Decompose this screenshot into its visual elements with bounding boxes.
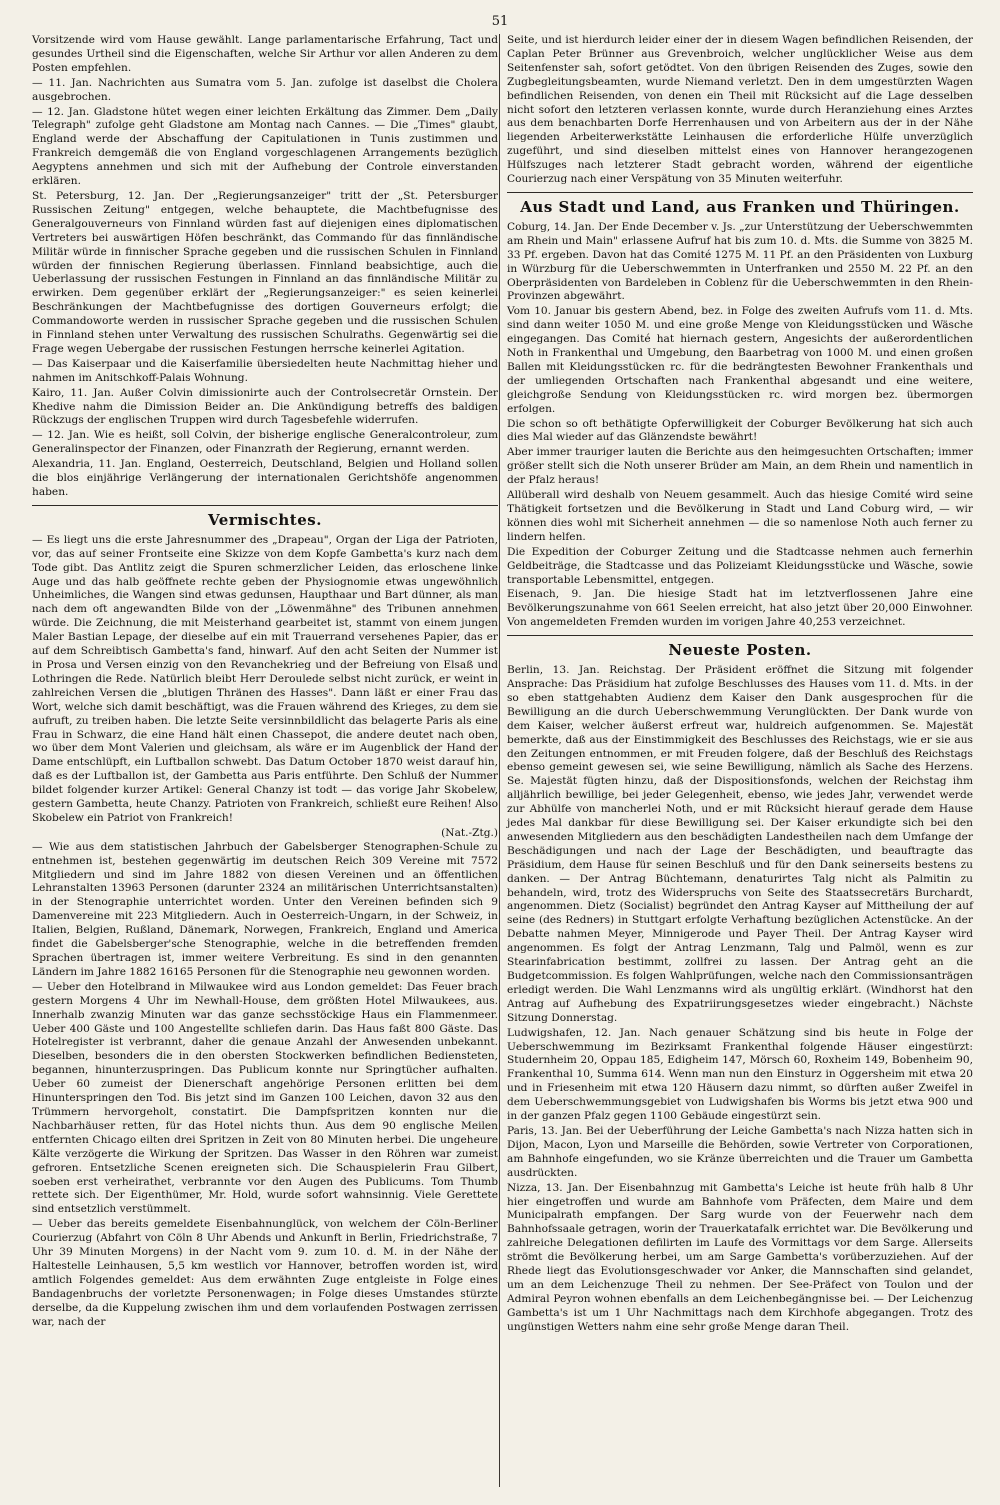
latest-news-paragraph: Paris, 13. Jan. Bei der Ueberführung der Leiche Gambetta's nach Nizza hatten sich in Dijon, Macon, Lyon und Marseille die Behörden, sowie Vertreter von Corporationen, am Bahnhofe eingefunden, wo sie Kränze überreichten und die Trauer um Gambetta ausdrückten. (507, 1124, 973, 1179)
news-paragraph: Kairo, 11. Jan. Außer Colvin dimissionirte auch der Controlsecretär Ornstein. Der Khedive nahm die Dimission Beider an. Die Ankündigung betreffs des baldigen Rückzugs der englischen Truppen wird durch Tagesbefehle widerrufen. (32, 386, 498, 427)
news-paragraph: Seite, und ist hierdurch leider einer der in diesem Wagen befindlichen Reisenden, der Caplan Peter Brünner aus Grevenbroich, welcher unglücklicher Weise aus dem Seitenfenster sah, sofort getödtet. Von den übrigen Reisenden des Zuges, sowie den Zugbegleitungsbeamten, wurde Niemand verletzt. Den in dem umgestürzten Wagen befindlichen Reisenden, von denen ein Theil mit Rücksicht auf die Lage desselben nicht sofort den letzteren verlassen konnte, wurde durch Heranziehung eines Arztes aus dem benachbarten Dorfe Herrenhausen und von Arbeitern aus der in der Nähe liegenden Arbeiterwerkstätte Leinhausen die erforderliche Hülfe unverzüglich zugeführt, und sind dieselben mittelst eines von Hannover herangezogenen Hülfszuges nach letzterer Stadt gebracht worden, während der eigentliche Courierzug nach einer Verspätung von 35 Minuten weiterfuhr. (507, 34, 973, 186)
news-paragraph: — Das Kaiserpaar und die Kaiserfamilie übersiedelten heute Nachmittag hieher und nahmen im Anitschkoff-Palais Wohnung. (32, 357, 498, 384)
local-paragraph: Aber immer trauriger lauten die Berichte aus den heimgesuchten Ortschaften; immer größer stellt sich die Noth unserer Brüder am Main, an dem Rhein und namentlich in der Pfalz heraus! (507, 446, 973, 487)
local-paragraph: Eisenach, 9. Jan. Die hiesige Stadt hat im letztverflossenen Jahre eine Bevölkerungszunahme von 661 Seelen erreicht, hat also jetzt über 20,000 Einwohner. Von angemeldeten Fremden wurden im vorigen Jahre 40,253 verzeichnet. (507, 588, 973, 629)
local-paragraph: Vom 10. Januar bis gestern Abend, bez. in Folge des zweiten Aufrufs vom 11. d. Mts. sind dann weiter 1050 M. und eine große Menge von Kleidungsstücken und Wäsche eingegangen. Das Comité hat hiernach gestern, Angesichts der außerordentlichen Noth in Frankenthal und Umgebung, den Baarbetrag von 1000 M. und einen großen Ballen mit Kleidungsstücken rc. für die bedrängtesten Bewohner Frankenthals und der umliegenden Ortschaften nach Frankenthal abgesandt und eine weitere, gleichgroße Sendung von Kleidungsstücken rc. wird morgen bez. übermorgen erfolgen. (507, 305, 973, 415)
news-paragraph: St. Petersburg, 12. Jan. Der „Regierungsanzeiger" tritt der „St. Petersburger Russischen Zeitung" entgegen, welche behauptete, die Machtbefugnisse des Generalgouverneurs von Finnland würden fast auf diejenigen eines diplomatischen Vertreters bei auswärtigen Höfen beschränkt, das Commando für das finnländische Militär würde in finnischer Sprache gegeben und die russischen Schulen in Finnland würden der finnischen Regierung überlassen. Finnland beabsichtige, auch die Ueberlassung der russischen Festungen in Finnland an das finnländische Militär zu erwirken. Dem gegenüber erklärt der „Regierungsanzeiger:" es seien keinerlei Beschränkungen der Machtbefugnisse des dortigen Gouverneurs erfolgt; die Commandoworte werden in russischer Sprache gegeben und die russischen Schulen in Finnland stehen unter Verwaltung des russischen Schulraths. Gegenwärtig sei die Frage wegen Uebergabe der russischen Festungen herrsche keinerlei Agitation. (32, 189, 498, 355)
column-rule (499, 34, 500, 1487)
news-paragraph: — 12. Jan. Wie es heißt, soll Colvin, der bisherige englische Generalcontroleur, zum Generalinspector der Finanzen, oder Finanzrath der Regierung, ernannt werden. (32, 429, 498, 456)
section-title-stadt-und-land: Aus Stadt und Land, aus Franken und Thüringen. (520, 197, 960, 216)
latest-news-paragraph: Berlin, 13. Jan. Reichstag. Der Präsident eröffnet die Sitzung mit folgender Ansprache: Das Präsidium hat zufolge Beschlusses des Hauses vom 11. d. Mts. in der so eben stattgehabten Audienz dem Kaiser den Dank ausgesprochen für die Bewilligung an die durch Ueberschwemmung Verunglückten. Der Dank wurde von dem Kaiser, welcher äußerst erfreut war, huldreich aufgenommen. Se. Majestät bemerkte, daß aus der Einstimmigkeit des Beschlusses des Reichstags, wie er sie aus den Zeitungen entnommen, er mit Freuden folgere, daß der Beschluß des Reichstags ebenso gemeint gewesen sei, wie seine Bewilligung, nämlich als Sache des Herzens. Se. Majestät fügten hinzu, daß der Dispositionsfonds, welchen der Reichstag ihm alljährlich bewillige, bei jeder Gelegenheit, ebenso, wie jedes Jahr, verwendet werde zur Abhülfe von mancherlei Noth, und er mit Rücksicht hierauf gerade dem Hause jedes Mal dankbar für diese Bewilligung sei. Der Kaiser erkundigte sich bei den anwesenden Mitgliedern aus den beschädigten Landestheilen nach dem Umfange der Beschädigungen und nach der Lage der Beschädigten, und beauftragte das Präsidium, dem Hause für seinen Beschluß und für den Dank seinerseits bestens zu danken. — Der Antrag Büchtemann, denaturirtes Talg nicht als Palmitin zu behandeln, wird, trotz des Widerspruchs von Seite des Staatssecretärs Burchardt, angenommen. Dietz (Socialist) begründet den Antrag Kayser auf Mittheilung der auf seine (des Redners) in Stuttgart erfolgte Verhaftung bezüglichen Actenstücke. An der Debatte nahmen Meyer, Minnigerode und Payer Theil. Der Antrag Kayser wird angenommen. Es folgt der Antrag Lenzmann, Talg und Palmöl, wenn es zur Stearinfabrication bestimmt, zollfrei zu lassen. Der Antrag geht an die Budgetcommission. Es folgen Wahlprüfungen, welche nach den Commissionsanträgen erledigt werden. Die Wahl Lenzmanns wird als ungültig erklärt. (Windhorst hat den Antrag auf Aufhebung des Expatriirungsgesetzes wieder eingebracht.) Nächste Sitzung Donnerstag. (507, 664, 973, 1024)
source-note: (Nat.-Ztg.) (441, 826, 498, 839)
local-paragraph: Die Expedition der Coburger Zeitung und die Stadtcasse nehmen auch fernerhin Geldbeiträge, die Stadtcasse und das Polizeiamt Kleidungsstücke und Wäsche, sowie transportable Lebensmittel, entgegen. (507, 545, 973, 586)
article-paragraph: — Es liegt uns die erste Jahresnummer des „Drapeau", Organ der Liga der Patrioten, vor, das auf seiner Frontseite eine Skizze von dem Kopfe Gambetta's kurz nach dem Tode gibt. Das Antlitz zeigt die Spuren schmerzlicher Leiden, das erloschene linke Auge und das halb geöffnete rechte geben der Physiognomie etwas ungewöhnlich Unheimliches, die Wangen sind etwas gedunsen, Haupthaar und Bart dünner, als man nach dem oft angewandten Bilde von der „Löwenmähne" des Tribunen annehmen würde. Die Zeichnung, die mit Meisterhand gearbeitet ist, stammt von einem jungen Maler Bastian Lepage, der dieselbe auf ein mit Trauerrand versehenes Papier, das er auf dem Schreibtisch Gambetta's fand, hinwarf. Auf den acht Seiten der Nummer ist in Prosa und Versen einzig von den Revanchekrieg und der Befreiung von Elsaß und Lothringen die Rede. Natürlich bleibt Herr Deroulede selbst nicht zurück, er weint in zahlreichen Versen die „blutigen Thränen des Hasses". Dann läßt er einer Frau das Wort, welche sich damit beschäftigt, was die Frauen während des Krieges, zu dem sie aufruft, zu treiben haben. Die letzte Seite versinnbildlicht das belagerte Paris als eine Frau in Schwarz, die eine Hand hält einen Chassepot, die andere deutet nach oben, wo über dem Mont Valerien und gleichsam, als wäre er im Augenblick der Hand der Dame entschlüpft, ein Luftballon schwebt. Das Datum October 1870 weist darauf hin, daß es der Luftballon ist, der Gambetta aus Paris entführte. Den Schluß der Nummer bildet folgender kurzer Artikel: General Chanzy ist todt — das vorige Jahr Skobelew, gestern Gambetta, heute Chanzy. Patrioten von Frankreich, schließt eure Reihen! Also Skobelew ein Patriot von Frankreich! (32, 533, 498, 824)
section-divider (32, 505, 498, 506)
article-paragraph: — Ueber das bereits gemeldete Eisenbahnunglück, von welchem der Cöln-Berliner Courierzug (Abfahrt von Cöln 8 Uhr Abends und Ankunft in Berlin, Friedrichstraße, 7 Uhr 39 Minuten Morgens) in der Nacht vom 9. zum 10. d. M. in der Nähe der Haltestelle Leinhausen, 5,5 km westlich vor Hannover, betroffen worden ist, wird amtlich Folgendes gemeldet: Aus dem erwähnten Zuge entgleiste in Folge eines Bandagenbruchs der vorletzte Personenwagen; in Folge dieses Umstandes stürzte derselbe, da die Kuppelung zwischen ihm und dem vorlaufenden Postwagen zerrissen war, nach der (32, 1218, 498, 1328)
news-paragraph: — 11. Jan. Nachrichten aus Sumatra vom 5. Jan. zufolge ist daselbst die Cholera ausgebrochen. (32, 76, 498, 103)
section-divider (507, 635, 973, 636)
left-column (32, 34, 498, 1330)
local-paragraph: Allüberall wird deshalb von Neuem gesammelt. Auch das hiesige Comité wird seine Thätigkeit fortsetzen und die Bevölkerung in Stadt und Land Coburg wird, — wir können dies wohl mit Sicherheit annehmen — die so namenlose Noth auch ferner zu lindern helfen. (507, 489, 973, 543)
latest-news-paragraph: Ludwigshafen, 12. Jan. Nach genauer Schätzung sind bis heute in Folge der Ueberschwemmung im Bezirksamt Frankenthal folgende Häuser eingestürzt: Studernheim 20, Oppau 185, Edigheim 147, Mörsch 60, Roxheim 149, Bobenheim 90, Frankenthal 10, Summa 614. Wenn man nun den Einsturz in Oggersheim mit etwa 20 und in Friesenheim mit etwa 120 Häusern dazu nimmt, so dürften außer Zweifel in dem Ueberschwemmungsgebiet von Ludwigshafen bis Worms bis jetzt etwa 900 und in der ganzen Pfalz gegen 1100 Gebäude eingestürzt sein. (507, 1026, 973, 1123)
page-number: 51 (491, 14, 509, 29)
latest-news-paragraph: Nizza, 13. Jan. Der Eisenbahnzug mit Gambetta's Leiche ist heute früh halb 8 Uhr hier eingetroffen und wurde am Bahnhofe vom Präfecten, dem Maire und dem Municipalrath empfangen. Der Sarg wurde von der Feuerwehr nach dem Bahnhofssaale getragen, worin der Trauerkatafalk errichtet war. Die Bevölkerung und zahlreiche Delegationen defilirten im Laufe des Vormittags vor dem Sarge. Allerseits strömt die Bevölkerung herbei, um am Sarge Gambetta's vorüberzuziehen. Auf der Rhede liegt das Evolutionsgeschwader vor Anker, die Mannschaften sind gelandet, um an dem Leichenzuge Theil zu nehmen. Der See-Präfect von Toulon und der Admiral Peyron wohnen ebenfalls an dem Leichenbegängnisse bei. — Der Leichenzug Gambetta's ist um 1 Uhr Nachmittags nach dem Kirchhofe abgegangen. Trotz des ungünstigen Wetters nahm eine sehr große Menge daran Theil. (507, 1181, 973, 1333)
article-paragraph: — Wie aus dem statistischen Jahrbuch der Gabelsberger Stenographen-Schule zu entnehmen ist, bestehen gegenwärtig im deutschen Reich 309 Vereine mit 7572 Mitgliedern und sind im Jahre 1882 von diesen Vereinen und an öffentlichen Lehranstalten 13963 Personen (darunter 2324 an militärischen Unterrichtsanstalten) in der Stenographie unterrichtet worden. Unter den Vereinen befinden sich 9 Damenvereine mit 223 Mitgliedern. Auch in Oesterreich-Ungarn, in der Schweiz, in Italien, Belgien, Rußland, Dänemark, Norwegen, Frankreich, England und America findet die Gabelsberger'sche Stenographie, welche in die betreffenden fremden Sprachen übertragen ist, immer weitere Verbreitung. Es sind in den genannten Ländern im Jahre 1882 16165 Personen für die Stenographie neu gewonnen worden. (32, 840, 498, 978)
local-paragraph: Die schon so oft bethätigte Opferwilligkeit der Coburger Bevölkerung hat sich auch dies Mal wieder auf das Glänzendste bewährt! (507, 417, 973, 444)
right-column (507, 34, 973, 1336)
section-divider (507, 192, 973, 193)
section-title-vermischtes: Vermischtes. (208, 510, 322, 529)
news-paragraph: — 12. Jan. Gladstone hütet wegen einer leichten Erkältung das Zimmer. Dem „Daily Telegraph" zufolge geht Gladstone am Montag nach Cannes. — Die „Times" glaubt, England werde der Abschaffung der Capitulationen in Tunis zustimmen und Frankreich demgemäß die von England vorgeschlagenen Arrangements bezüglich Aegyptens annehmen und sich mit der Aufhebung der Controle einverstanden erklären. (32, 105, 498, 188)
section-title-neueste-posten: Neueste Posten. (668, 641, 812, 660)
local-paragraph: Coburg, 14. Jan. Der Ende December v. Js. „zur Unterstützung der Ueberschwemmten am Rhein und Main" erlassene Aufruf hat bis zum 10. d. Mts. die Summe von 3825 M. 33 Pf. ergeben. Davon hat das Comité 1275 M. 11 Pf. an den Präsidenten von Luxburg in Würzburg für die Ueberschwemmten in Unterfranken und 2550 M. 22 Pf. an den Oberpräsidenten von Bardeleben in Coblenz für die Ueberschwemmten in den Rhein-Provinzen abgewährt. (507, 220, 973, 303)
news-paragraph: Alexandria, 11. Jan. England, Oesterreich, Deutschland, Belgien und Holland sollen die blos einjährige Verlängerung der internationalen Gerichtshöfe angenommen haben. (32, 458, 498, 498)
news-paragraph: Vorsitzende wird vom Hause gewählt. Lange parlamentarische Erfahrung, Tact und gesundes Urtheil sind die Eigenschaften, welche Sir Arthur vor allen Anderen zu dem Posten empfehlen. (32, 34, 498, 74)
article-paragraph: — Ueber den Hotelbrand in Milwaukee wird aus London gemeldet: Das Feuer brach gestern Morgens 4 Uhr im Newhall-House, dem größten Hotel Milwaukees, aus. Innerhalb zwanzig Minuten war das ganze sechsstöckige Haus ein Flammenmeer. Ueber 400 Gäste und 100 Angestellte schliefen darin. Das Haus faßt 800 Gäste. Das Hotelregister ist verbrannt, daher die genaue Anzahl der Anwesenden unbekannt. Dieselben, besonders die in den obersten Stockwerken befindlichen Bediensteten, begannen, hinunterzuspringen. Das Publicum konnte nur Springtücher aufhalten. Ueber 60 zumeist der Dienerschaft angehörige Personen erlitten bei dem Hinunterspringen den Tod. Bis jetzt sind im Ganzen 100 Leichen, davon 32 aus den Trümmern hervorgeholt, constatirt. Die Dampfspritzen konnten nur die Nachbarhäuser retten, für das Hotel nichts thun. Aus dem 90 englische Meilen entfernten Chicago eilten drei Spritzen in Zeit von 80 Minuten herbei. Die ungeheure Kälte verzögerte die Wirkung der Spritzen. Das Wasser in den Röhren war zumeist gefroren. Entsetzliche Scenen ereigneten sich. Die Schauspielerin Frau Gilbert, soeben erst verheirathet, verbrannte vor den Augen des Publicums. Tom Thumb rettete sich. Der Eigenthümer, Mr. Hold, wurde sofort wahnsinnig. Viele Gerettete sind entsetzlich verstümmelt. (32, 980, 498, 1216)
